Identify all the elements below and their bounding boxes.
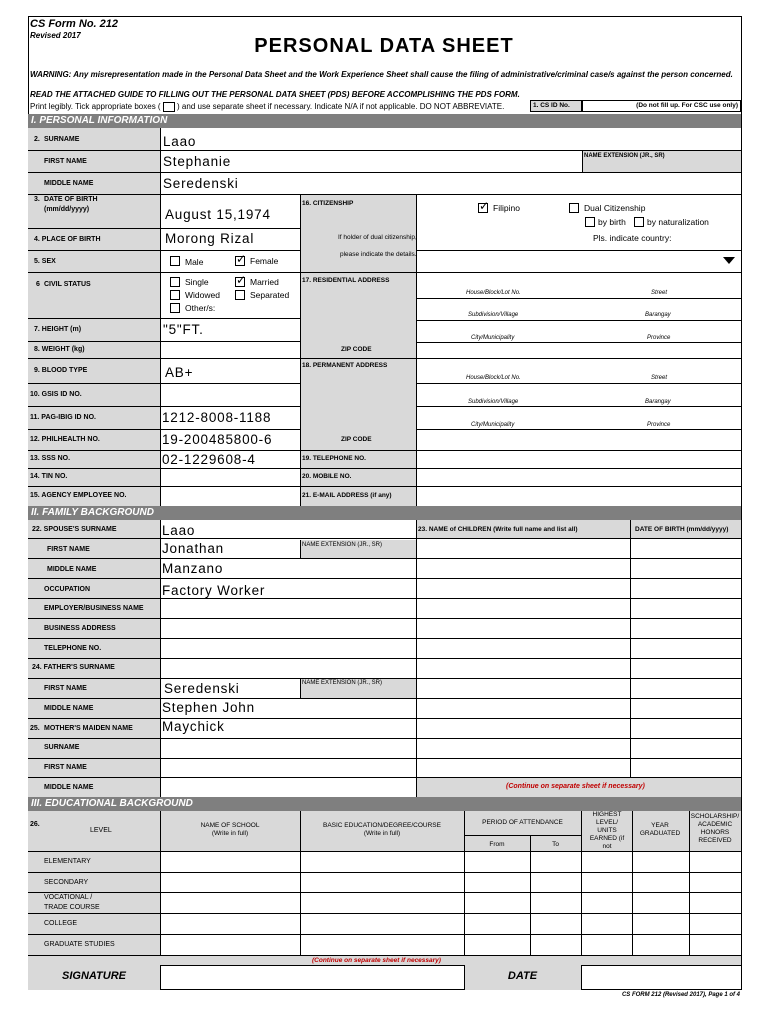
- form-revision: Revised 2017: [30, 31, 81, 40]
- page-title: PERSONAL DATA SHEET: [254, 35, 514, 57]
- section-educational-background: III. EDUCATIONAL BACKGROUND: [28, 797, 741, 811]
- education-continue-note: (Continue on separate sheet if necessary): [312, 957, 441, 964]
- res-barangay-label: Barangay: [645, 312, 671, 318]
- education-levels-bg: [28, 851, 160, 955]
- to-header: To: [552, 841, 559, 848]
- spouse-name-ext-label: NAME EXTENSION (JR., SR): [302, 542, 383, 548]
- level-trade-course: TRADE COURSE: [44, 904, 100, 911]
- civil-separated-checkbox[interactable]: [235, 290, 245, 300]
- civil-single-label: Single: [185, 277, 209, 287]
- civil-separated-label: Separated: [250, 290, 290, 300]
- height-label: 7. HEIGHT (m): [34, 326, 82, 333]
- perm-city-label: City/Municipality: [471, 422, 515, 428]
- business-address-label: BUSINESS ADDRESS: [44, 625, 116, 632]
- res-province-label: Province: [647, 335, 671, 341]
- dual-citizenship-checkbox[interactable]: [569, 203, 579, 213]
- civil-married-checkbox[interactable]: [235, 277, 245, 287]
- mother-middle-name-label: MIDDLE NAME: [44, 784, 94, 791]
- height-value[interactable]: "5"FT.: [163, 322, 204, 337]
- country-dropdown[interactable]: [416, 250, 741, 272]
- perm-house-lot-label: House/Block/Lot No.: [466, 375, 521, 381]
- mother-maiden-value[interactable]: Maychick: [162, 719, 225, 734]
- level-secondary: SECONDARY: [44, 879, 89, 886]
- education-no: 26.: [30, 821, 40, 828]
- sss-label: 13. SSS NO.: [30, 455, 71, 462]
- read-guide-text: READ THE ATTACHED GUIDE TO FILLING OUT THE PERSONAL DATA SHEET (PDS) BEFORE ACCOMPLISHING THE PDS FORM.: [30, 90, 520, 99]
- children-header: 23. NAME of CHILDREN (Write full name and list all): [418, 526, 578, 533]
- first-name-label: FIRST NAME: [44, 158, 87, 165]
- citizenship-label: 16. CITIZENSHIP: [302, 200, 354, 207]
- dob-value[interactable]: August 15,1974: [165, 207, 271, 222]
- cs-id-field[interactable]: (Do not fill up. For CSC use only): [582, 100, 741, 112]
- signature-field[interactable]: [161, 966, 463, 989]
- first-name-value[interactable]: Stephanie: [163, 154, 232, 169]
- pob-value[interactable]: Morong Rizal: [165, 231, 255, 246]
- by-naturalization-checkbox[interactable]: [634, 217, 644, 227]
- civil-married-label: Married: [250, 277, 279, 287]
- level-vocational: VOCATIONAL /: [44, 894, 93, 901]
- year-graduated-header: YEAR GRADUATED: [639, 822, 681, 837]
- gsis-label: 10. GSIS ID NO.: [30, 391, 82, 398]
- middle-name-value[interactable]: Seredenski: [163, 176, 239, 191]
- spouse-surname-label: 22. SPOUSE'S SURNAME: [32, 526, 117, 533]
- res-subdivision-label: Subdivision/Village: [468, 312, 519, 318]
- father-surname-label: 24. FATHER'S SURNAME: [32, 664, 115, 671]
- honors-header: SCHOLARSHIP/ ACADEMIC HONORS RECEIVED: [690, 813, 740, 844]
- dob-no: 3.: [34, 196, 40, 203]
- spouse-middle-name-value[interactable]: Manzano: [162, 561, 224, 576]
- perm-street-label: Street: [651, 375, 668, 381]
- perm-barangay-label: Barangay: [645, 399, 671, 405]
- pagibig-label: 11. PAG-IBIG ID NO.: [30, 414, 96, 421]
- course-header-sub: (Write in full): [363, 830, 401, 837]
- level-college: COLLEGE: [44, 920, 78, 927]
- children-dob-header: DATE OF BIRTH (mm/dd/yyyy): [635, 526, 729, 533]
- surname-value[interactable]: Laao: [163, 134, 197, 149]
- sex-female-checkbox[interactable]: [235, 256, 245, 266]
- level-graduate-studies: GRADUATE STUDIES: [44, 941, 115, 948]
- highest-level-header: HIGHEST LEVEL/ UNITS EARNED (if not: [589, 811, 625, 850]
- mother-surname-label: SURNAME: [44, 744, 80, 751]
- res-street-label: Street: [651, 290, 668, 296]
- father-middle-name-label: MIDDLE NAME: [44, 705, 94, 712]
- spouse-first-name-label: FIRST NAME: [47, 546, 90, 553]
- date-label: DATE: [507, 970, 538, 982]
- tin-label: 14. TIN NO.: [30, 473, 68, 480]
- employer-label: EMPLOYER/BUSINESS NAME: [44, 605, 144, 612]
- civil-status-label: CIVIL STATUS: [44, 281, 91, 288]
- indicate-country-label: Pls. indicate country:: [593, 233, 672, 243]
- by-naturalization-label: by naturalization: [647, 217, 709, 227]
- agency-employee-label: 15. AGENCY EMPLOYEE NO.: [30, 492, 127, 499]
- permanent-address-label: 18. PERMANENT ADDRESS: [302, 362, 388, 369]
- signature-label: SIGNATURE: [62, 970, 126, 982]
- telephone-label: 19. TELEPHONE NO.: [302, 455, 366, 462]
- instructions-part-b: ) and use separate sheet if necessary. Indicate N/A if not applicable. DO NOT ABBREVIATE.: [177, 102, 505, 112]
- section-family-background: II. FAMILY BACKGROUND: [28, 506, 741, 520]
- school-header-title: NAME OF SCHOOL: [200, 822, 260, 829]
- blood-type-value[interactable]: AB+: [165, 365, 194, 380]
- middle-name-label: MIDDLE NAME: [44, 180, 94, 187]
- sex-female-label: Female: [250, 256, 279, 266]
- spouse-middle-name-label: MIDDLE NAME: [47, 566, 97, 573]
- by-birth-checkbox[interactable]: [585, 217, 595, 227]
- warning-text: WARNING: Any misrepresentation made in the Personal Data Sheet and the Work Experience Sheet shall cause the filing of administrative/criminal case/s against the person concerned.: [30, 70, 733, 79]
- philhealth-label: 12. PHILHEALTH NO.: [30, 436, 100, 443]
- form-number: CS Form No. 212: [30, 18, 119, 30]
- chevron-down-icon: [723, 257, 735, 264]
- res-city-label: City/Municipality: [471, 335, 515, 341]
- perm-province-label: Province: [647, 422, 671, 428]
- civil-others-label: Other/s:: [185, 303, 216, 313]
- spouse-telephone-label: TELEPHONE NO.: [44, 645, 102, 652]
- dual-citizenship-label: Dual Citizenship: [584, 203, 646, 213]
- filipino-checkbox[interactable]: [478, 203, 488, 213]
- email-label: 21. E-MAIL ADDRESS (if any): [302, 492, 392, 499]
- civil-widowed-checkbox[interactable]: [170, 290, 180, 300]
- level-header: LEVEL: [90, 827, 112, 834]
- section-personal-information: I. PERSONAL INFORMATION: [28, 114, 741, 128]
- pob-label: 4. PLACE OF BIRTH: [34, 236, 101, 243]
- sex-male-checkbox[interactable]: [170, 256, 180, 266]
- occupation-value[interactable]: Factory Worker: [162, 583, 266, 598]
- father-middle-name-value[interactable]: Stephen John: [162, 700, 255, 715]
- family-continue-note: (Continue on separate sheet if necessary): [506, 783, 645, 790]
- sss-value[interactable]: 02-1229608-4: [162, 452, 256, 467]
- mother-maiden-label: MOTHER'S MAIDEN NAME: [44, 725, 133, 732]
- father-first-name-value[interactable]: Seredenski: [164, 681, 240, 696]
- course-header-title: BASIC EDUCATION/DEGREE/COURSE: [323, 822, 441, 829]
- father-first-name-label: FIRST NAME: [44, 685, 87, 692]
- mobile-label: 20. MOBILE NO.: [302, 473, 352, 480]
- school-header: [160, 822, 300, 838]
- date-field[interactable]: [582, 966, 740, 989]
- page-footer-note: CS FORM 212 (Revised 2017), Page 1 of 4: [621, 992, 740, 998]
- civil-others-checkbox[interactable]: [170, 303, 180, 313]
- school-header-sub: (Write in full): [211, 830, 249, 837]
- instructions-part-a: Print legibly. Tick appropriate boxes (: [30, 102, 161, 112]
- spouse-first-name-value[interactable]: Jonathan: [162, 541, 224, 556]
- weight-label: 8. WEIGHT (kg): [34, 346, 85, 353]
- course-header: [300, 822, 464, 838]
- res-house-lot-label: House/Block/Lot No.: [466, 290, 521, 296]
- mother-first-name-label: FIRST NAME: [44, 764, 87, 771]
- name-extension-label: NAME EXTENSION (JR., SR): [584, 153, 665, 159]
- from-header: From: [489, 841, 505, 848]
- mother-no: 25.: [30, 725, 40, 732]
- res-zip-label: ZIP CODE: [341, 346, 372, 353]
- sex-label: 5. SEX: [34, 258, 56, 265]
- occupation-label: OCCUPATION: [44, 586, 91, 593]
- dual-note-line1: If holder of dual citizenship,: [338, 234, 417, 241]
- surname-label: SURNAME: [44, 136, 80, 143]
- cs-id-label: 1. CS ID No.: [530, 100, 582, 112]
- by-birth-label: by birth: [598, 217, 626, 227]
- dob-label: DATE OF BIRTH: [44, 196, 98, 203]
- blood-type-label: 9. BLOOD TYPE: [34, 367, 88, 374]
- spouse-surname-value[interactable]: Laao: [162, 523, 196, 538]
- perm-subdivision-label: Subdivision/Village: [468, 399, 519, 405]
- father-name-ext-label: NAME EXTENSION (JR., SR): [302, 680, 383, 686]
- philhealth-value[interactable]: 19-200485800-6: [162, 432, 273, 447]
- residential-address-label: 17. RESIDENTIAL ADDRESS: [302, 277, 390, 284]
- dob-format: (mm/dd/yyyy): [44, 206, 90, 213]
- dual-note-line2: please indicate the details.: [340, 251, 417, 258]
- level-elementary: ELEMENTARY: [44, 858, 91, 865]
- sex-male-label: Male: [185, 257, 204, 267]
- period-header: PERIOD OF ATTENDANCE: [482, 819, 563, 826]
- pagibig-value[interactable]: 1212-8008-1188: [162, 410, 272, 425]
- perm-zip-label: ZIP CODE: [341, 436, 372, 443]
- surname-no: 2.: [34, 136, 40, 143]
- civil-single-checkbox[interactable]: [170, 277, 180, 287]
- civil-status-no: 6: [36, 281, 40, 288]
- civil-widowed-label: Widowed: [185, 290, 220, 300]
- filipino-label: Filipino: [493, 203, 520, 213]
